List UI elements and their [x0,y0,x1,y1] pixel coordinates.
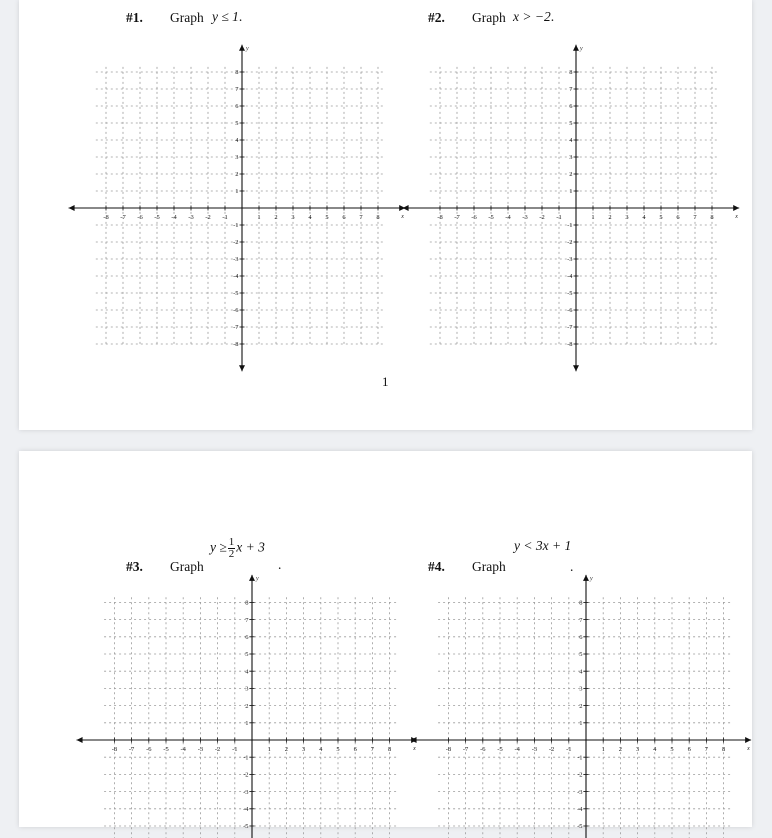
y-tick-label: 5 [579,651,583,659]
x-tick-label: -1 [222,214,228,221]
y-axis-top-arrow [583,575,589,581]
problem-4-number: #4. [428,559,445,574]
x-tick-label: -2 [205,214,211,221]
x-tick-label: 6 [676,214,680,221]
y-tick-label: 7 [579,616,583,624]
y-axis-top-arrow [239,45,245,51]
x-tick-label: -8 [445,746,452,753]
x-axis-left-arrow [69,205,75,211]
x-tick-label: -6 [480,746,486,753]
x-tick-label: 1 [591,214,595,221]
page-number: 1 [382,374,389,389]
x-tick-label: 5 [670,746,674,753]
y-tick-label: -5 [233,290,239,298]
y-tick-label: 4 [235,137,239,145]
y-tick-label: 3 [579,685,583,693]
problem-4-end-dot: . [570,559,574,574]
y-tick-label: 7 [245,616,249,624]
y-tick-label: -4 [577,806,583,813]
y-tick-label: 5 [569,120,573,128]
problem-3-expression-suffix: x + 3 [236,539,265,555]
x-tick-label: -4 [180,746,186,753]
y-tick-label: 2 [579,702,583,710]
problem-3-inequality [210,537,265,560]
x-tick-label: 5 [659,214,663,221]
x-tick-label: -2 [214,746,221,753]
x-tick-label: 4 [319,746,323,753]
x-tick-label: 8 [710,214,714,221]
x-tick-label: 6 [353,746,357,753]
x-axis-left-arrow [403,205,409,211]
y-tick-label: 3 [245,685,249,693]
y-tick-label: -8 [567,341,573,349]
x-tick-label: -4 [505,214,511,221]
x-axis-left-arrow [77,737,83,743]
x-axis-right-arrow [745,737,751,743]
x-axis-left-arrow [411,737,417,743]
y-tick-label: -2 [243,771,249,779]
x-tick-label: -2 [548,746,555,753]
x-tick-label: 3 [301,746,306,753]
problem-4-expression: y < 3x + 1 [514,538,572,553]
y-tick-label: -3 [567,256,573,264]
y-tick-label: 6 [579,634,583,641]
y-tick-label: 6 [245,634,249,641]
x-tick-label: -4 [171,214,177,221]
problem-2-number: #2. [428,10,445,25]
x-tick-label: 5 [336,746,340,753]
x-axis-right-arrow [733,205,739,211]
x-tick-label: -7 [454,214,460,221]
coordinate-grid-2 [400,45,738,372]
y-tick-label: -5 [567,290,573,298]
y-tick-label: 8 [245,599,249,607]
problem-3-expression-prefix: y ≥ [210,539,227,555]
x-tick-label: -5 [163,746,169,753]
x-tick-label: 6 [342,214,346,221]
problem-4-label: Graph [472,559,506,574]
x-tick-label: 1 [601,746,605,753]
y-tick-label: -4 [233,273,239,281]
y-tick-label: 6 [569,103,573,111]
y-tick-label: -1 [577,754,583,762]
y-tick-label: -2 [233,239,239,247]
x-tick-label: -7 [120,214,126,221]
y-tick-label: 6 [235,103,239,111]
x-tick-label: 8 [387,746,392,753]
problem-2-end-dot: . [550,9,555,24]
y-tick-label: 7 [235,86,239,94]
x-tick-label: -1 [566,746,572,753]
problem-1-end-dot: . [238,9,243,24]
x-tick-label: 6 [687,746,691,753]
x-tick-label: -1 [232,746,238,753]
y-tick-label: 1 [569,188,573,196]
problem-2-inequality [513,9,554,25]
problem-1-label: Graph [170,10,204,25]
y-tick-label: -1 [233,222,239,230]
y-tick-label: 4 [569,137,573,145]
problem-3-number: #3. [126,559,143,574]
x-tick-label: 3 [291,214,295,221]
x-axis-label: x [747,746,750,752]
x-axis-label: x [413,746,416,752]
x-tick-label: -1 [556,214,562,221]
x-tick-label: -5 [488,214,494,221]
x-tick-label: -6 [471,214,477,221]
y-tick-label: -5 [243,823,249,831]
x-tick-label: -5 [497,746,503,753]
x-tick-label: 8 [721,746,726,753]
y-tick-label: -6 [233,307,239,315]
x-tick-label: 4 [653,746,657,753]
y-axis-label: y [246,45,249,52]
y-tick-label: 3 [235,154,239,162]
worksheet-page-1 [19,0,752,430]
y-tick-label: 5 [245,651,249,659]
problem-1-number: #1. [126,10,143,25]
x-tick-label: 1 [257,214,261,221]
x-axis-label: x [735,214,738,220]
y-axis-top-arrow [573,45,579,51]
y-tick-label: -7 [567,324,573,332]
y-tick-label: -2 [567,239,573,247]
y-axis-label: y [580,45,583,52]
x-tick-label: 7 [359,214,363,221]
y-tick-label: 4 [579,668,583,676]
y-tick-label: -7 [233,324,239,332]
y-tick-label: -2 [577,771,583,779]
problem-3-fraction-denominator: 2 [228,548,235,560]
y-tick-label: 1 [245,720,249,727]
x-tick-label: 7 [704,746,709,753]
y-tick-label: 7 [569,86,573,94]
x-tick-label: 2 [608,214,612,221]
x-tick-label: -5 [154,214,160,221]
y-tick-label: -1 [243,754,249,762]
x-tick-label: 5 [325,214,329,221]
x-tick-label: 8 [376,214,380,221]
problem-1-expression: y ≤ 1 [212,9,239,24]
y-tick-label: -5 [577,823,583,831]
y-tick-label: -3 [577,788,583,796]
x-tick-label: 1 [267,746,271,753]
y-axis-bottom-arrow [239,365,245,371]
coordinate-grid-1 [66,45,404,372]
x-tick-label: 4 [308,214,312,221]
x-tick-label: 3 [635,746,640,753]
y-axis-label: y [256,575,259,582]
x-tick-label: -3 [188,214,194,221]
y-tick-label: -6 [567,307,573,315]
x-tick-label: 2 [284,746,289,753]
y-tick-label: 2 [569,171,573,179]
problem-2-label: Graph [472,10,506,25]
x-tick-label: 2 [618,746,623,753]
x-tick-label: -3 [531,746,538,753]
x-tick-label: 2 [274,214,278,221]
y-tick-label: 5 [235,120,239,128]
y-tick-label: -4 [243,806,249,813]
x-tick-label: -6 [137,214,143,221]
y-axis-top-arrow [249,575,255,581]
problem-1-inequality [212,9,242,25]
y-tick-label: 1 [235,188,239,196]
y-tick-label: 4 [245,668,249,676]
x-tick-label: -8 [111,746,118,753]
x-tick-label: -2 [539,214,545,221]
y-tick-label: 2 [235,171,239,179]
y-tick-label: 8 [579,599,583,607]
x-axis-label: x [401,214,404,220]
y-tick-label: -8 [233,341,239,349]
x-tick-label: 4 [642,214,646,221]
y-tick-label: -4 [567,273,573,281]
x-tick-label: -6 [146,746,152,753]
y-tick-label: 8 [569,69,573,77]
y-axis-label: y [590,575,593,582]
x-tick-label: 3 [625,214,629,221]
x-tick-label: -7 [462,746,469,753]
y-tick-label: 3 [569,154,573,162]
x-tick-label: -8 [437,214,443,221]
coordinate-grid-4 [410,575,750,838]
x-tick-label: 7 [693,214,697,221]
x-tick-label: 7 [370,746,375,753]
y-tick-label: -3 [233,256,239,264]
worksheet-page-2 [19,451,752,831]
x-tick-label: -3 [522,214,528,221]
problem-3-label: Graph [170,559,204,574]
problem-3-end-dot: . [278,557,282,572]
y-tick-label: -3 [243,788,249,796]
y-axis-bottom-arrow [573,365,579,371]
x-tick-label: -3 [197,746,204,753]
coordinate-grid-3 [76,575,416,838]
y-tick-label: 1 [579,720,583,727]
problem-2-expression: x > −2 [513,9,551,24]
y-tick-label: 2 [245,702,249,710]
y-tick-label: -1 [567,222,573,230]
x-tick-label: -7 [128,746,135,753]
problem-3-fraction-numerator: 1 [228,536,235,548]
x-tick-label: -4 [514,746,520,753]
x-tick-label: -8 [103,214,109,221]
problem-3-fraction [228,537,236,560]
y-tick-label: 8 [235,69,239,77]
